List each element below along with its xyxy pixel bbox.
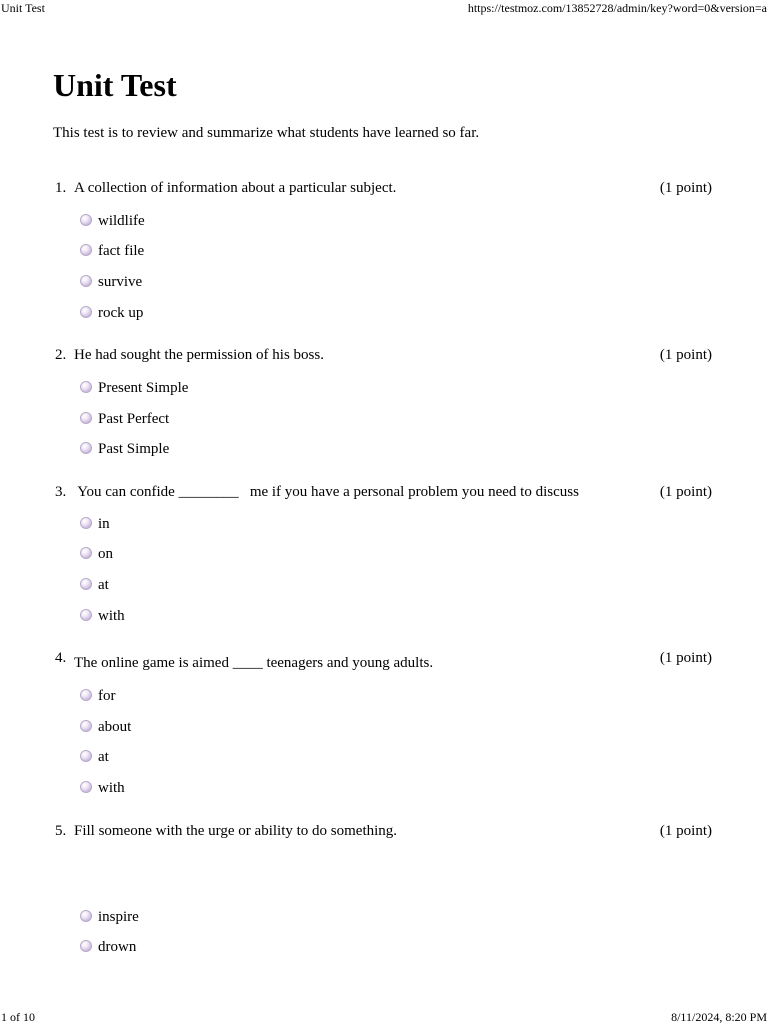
- question-number: 2.: [55, 347, 67, 363]
- option-label[interactable]: in: [98, 516, 110, 532]
- option-label[interactable]: about: [98, 719, 132, 735]
- question-points: (1 point): [659, 823, 712, 839]
- print-header-title: Unit Test: [1, 1, 45, 15]
- option-label[interactable]: drown: [98, 939, 137, 955]
- radio-button[interactable]: [80, 517, 92, 529]
- question-number: 3.: [55, 484, 67, 500]
- print-header-url: https://testmoz.com/13852728/admin/key?word=0&version=a: [467, 1, 767, 15]
- page-counter: 1 of 10: [1, 1010, 35, 1024]
- radio-button[interactable]: [80, 578, 92, 590]
- radio-button[interactable]: [80, 381, 92, 393]
- question-points: (1 point): [659, 650, 712, 666]
- page-title: Unit Test: [53, 67, 177, 103]
- radio-button[interactable]: [80, 720, 92, 732]
- option-label[interactable]: inspire: [98, 909, 139, 925]
- option-label[interactable]: fact file: [98, 243, 145, 259]
- question-text: He had sought the permission of his boss.: [74, 347, 324, 363]
- option-label[interactable]: wildlife: [98, 213, 145, 229]
- radio-button[interactable]: [80, 244, 92, 256]
- option-label[interactable]: survive: [98, 274, 143, 290]
- question-text: The online game is aimed ____ teenagers and young adults.: [74, 655, 434, 671]
- radio-button[interactable]: [80, 689, 92, 701]
- question-text: Fill someone with the urge or ability to do something.: [74, 823, 398, 839]
- question-number: 5.: [55, 823, 67, 839]
- option-label[interactable]: at: [98, 749, 109, 765]
- question-number: 1.: [55, 180, 67, 196]
- option-label[interactable]: rock up: [98, 305, 144, 321]
- option-label[interactable]: Past Perfect: [98, 411, 170, 427]
- question-text: A collection of information about a particular subject.: [74, 180, 397, 196]
- radio-button[interactable]: [80, 940, 92, 952]
- option-label[interactable]: with: [98, 608, 125, 624]
- option-label[interactable]: Past Simple: [98, 441, 170, 457]
- option-label[interactable]: for: [98, 688, 116, 704]
- option-label[interactable]: Present Simple: [98, 380, 189, 396]
- question-points: (1 point): [659, 347, 712, 363]
- radio-button[interactable]: [80, 412, 92, 424]
- print-datetime: 8/11/2024, 8:20 PM: [671, 1010, 767, 1024]
- radio-button[interactable]: [80, 442, 92, 454]
- option-label[interactable]: at: [98, 577, 109, 593]
- question-number: 4.: [55, 650, 67, 666]
- radio-button[interactable]: [80, 609, 92, 621]
- test-description: This test is to review and summarize what students have learned so far.: [53, 125, 480, 141]
- radio-button[interactable]: [80, 214, 92, 226]
- radio-button[interactable]: [80, 781, 92, 793]
- radio-button[interactable]: [80, 910, 92, 922]
- question-points: (1 point): [659, 180, 712, 196]
- radio-button[interactable]: [80, 275, 92, 287]
- option-label[interactable]: on: [98, 546, 113, 562]
- radio-button[interactable]: [80, 547, 92, 559]
- radio-button[interactable]: [80, 306, 92, 318]
- question-text: You can confide ________ me if you have a personal problem you need to discuss: [74, 484, 579, 500]
- radio-button[interactable]: [80, 750, 92, 762]
- question-points: (1 point): [659, 484, 712, 500]
- option-label[interactable]: with: [98, 780, 125, 796]
